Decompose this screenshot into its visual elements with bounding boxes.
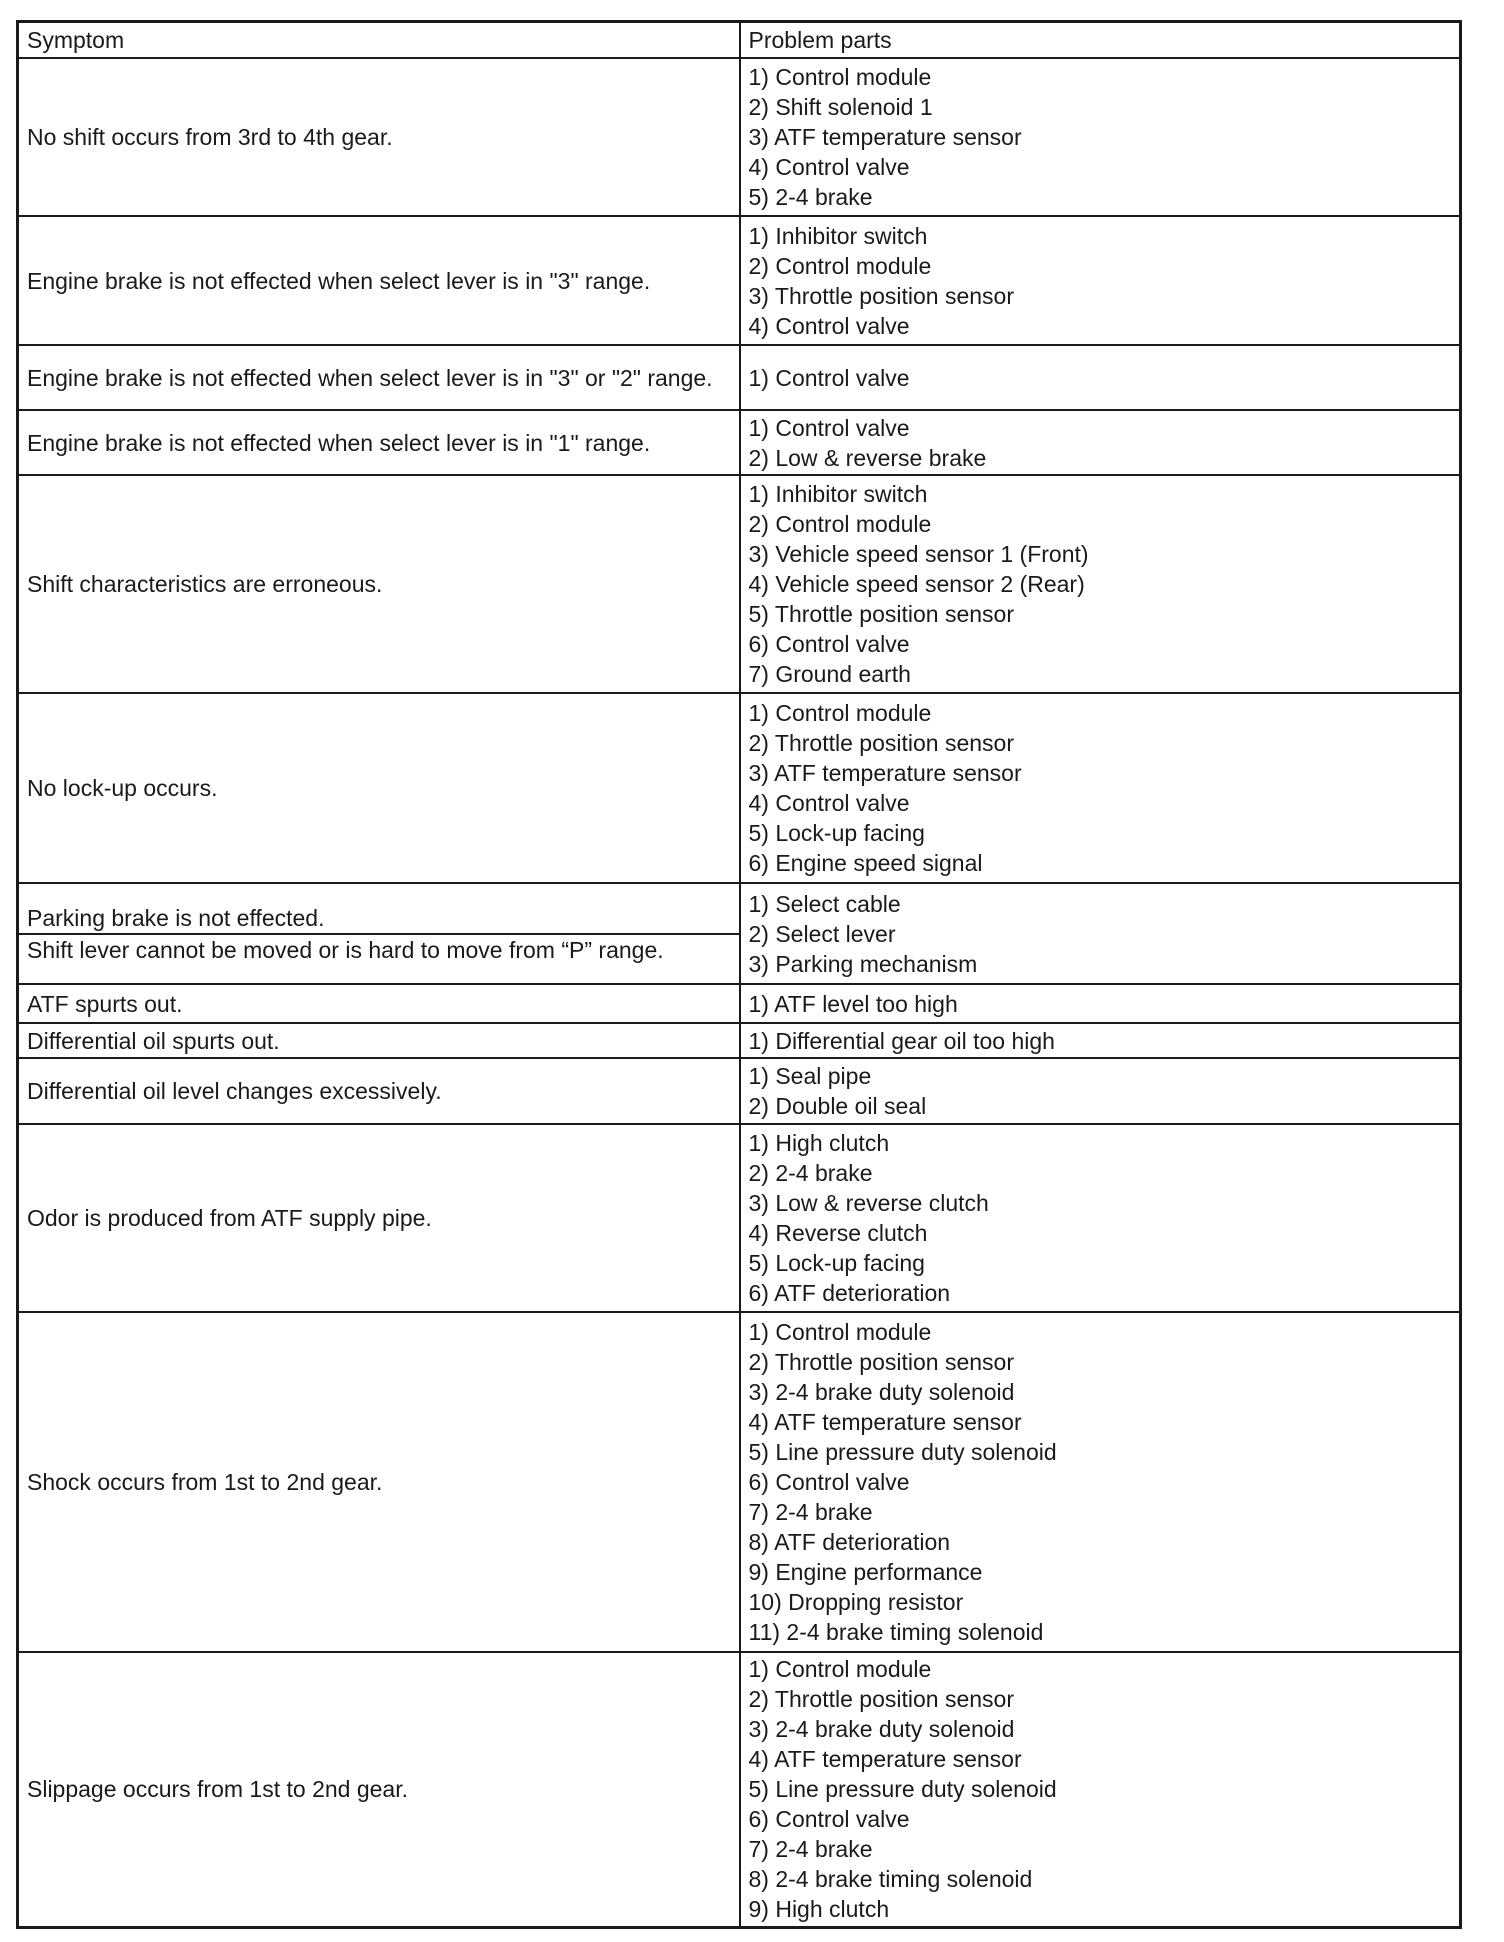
problem-part-item: 3) 2-4 brake duty solenoid [748,1379,1015,1405]
problem-part-item: 9) Engine performance [748,1559,983,1585]
table-row [18,883,1461,984]
problem-part-item: 11) 2-4 brake timing solenoid [748,1619,1044,1645]
table-row [18,58,1461,216]
symptom-text: Shift characteristics are erroneous. [27,571,383,597]
problem-part-item: 1) Control valve [748,364,910,391]
symptom-text: No shift occurs from 3rd to 4th gear. [27,124,393,150]
symptom-text: Differential oil level changes excessively. [27,1078,442,1104]
problem-part-item: 3) Low & reverse clutch [748,1190,989,1216]
problem-parts-cell [740,1312,1461,1652]
problem-part-item: 1) Differential gear oil too high [748,1027,1055,1054]
problem-part-item: 1) High clutch [748,1130,890,1156]
problem-part-item: 2) 2-4 brake [748,1160,873,1186]
problem-parts-cell [740,693,1461,883]
problem-parts-cell [740,1124,1461,1312]
problem-part-item: 3) 2-4 brake duty solenoid [748,1716,1015,1743]
problem-part-item: 2) Select lever [748,920,896,947]
problem-part-item: 8) ATF deterioration [748,1529,951,1555]
table-row [18,345,1461,410]
problem-part-item: 1) ATF level too high [748,990,958,1017]
problem-part-item: 3) Vehicle speed sensor 1 (Front) [748,541,1089,567]
symptom-cell [18,410,740,475]
table-row [18,693,1461,883]
problem-part-item: 1) Control module [748,1319,932,1345]
symptom-cell [18,1058,740,1124]
problem-part-item: 2) Double oil seal [748,1093,927,1119]
problem-parts-cell [740,216,1461,345]
symptom-cell [18,1124,740,1312]
symptom-text: Parking brake is not effected. [27,904,325,931]
table-row [18,984,1461,1023]
problem-part-item: 6) ATF deterioration [748,1280,951,1306]
table-row [18,216,1461,345]
problem-part-item: 1) Select cable [748,890,901,917]
problem-part-item: 2) Low & reverse brake [748,444,987,471]
problem-part-item: 4) Reverse clutch [748,1220,928,1246]
symptom-cell [18,1652,740,1927]
problem-part-item: 3) ATF temperature sensor [748,760,1022,786]
problem-part-item: 2) Throttle position sensor [748,1686,1014,1713]
problem-part-item: 10) Dropping resistor [748,1589,964,1615]
problem-part-item: 4) ATF temperature sensor [748,1746,1022,1773]
problem-part-item: 6) Control valve [748,1806,910,1833]
problem-part-item: 1) Seal pipe [748,1063,872,1089]
problem-part-item: 4) ATF temperature sensor [748,1409,1022,1435]
table-row [18,1124,1461,1312]
symptom-header: Symptom [18,22,740,59]
problem-part-item: 5) 2-4 brake [748,184,873,210]
problem-part-item: 5) Line pressure duty solenoid [748,1776,1057,1803]
problem-part-item: 4) Control valve [748,312,910,339]
table-row [18,1023,1461,1058]
problem-parts-cell [740,410,1461,475]
problem-part-item: 1) Inhibitor switch [748,222,928,249]
problem-part-item: 3) Throttle position sensor [748,282,1014,309]
table-row [18,1312,1461,1652]
problem-part-item: 8) 2-4 brake timing solenoid [748,1866,1033,1893]
problem-part-item: 2) Throttle position sensor [748,1349,1014,1375]
problem-part-item: 2) Shift solenoid 1 [748,94,933,120]
header-row [18,22,1461,59]
symptom-cell [18,1312,740,1652]
problem-part-item: 6) Engine speed signal [748,850,983,876]
problem-part-item: 6) Control valve [748,631,910,657]
problem-part-item: 6) Control valve [748,1469,910,1495]
symptom-cell [18,58,740,216]
problem-parts-cell [740,1058,1461,1124]
problem-parts-cell [740,883,1461,984]
problem-part-item: 2) Control module [748,252,932,279]
symptom-text: Differential oil spurts out. [27,1027,280,1054]
symptom-text: Engine brake is not effected when select lever is in "1" range. [27,429,651,456]
problem-part-item: 7) 2-4 brake [748,1836,873,1863]
symptom-cell [18,693,740,883]
problem-part-item: 5) Throttle position sensor [748,601,1014,627]
symptom-cell [18,475,740,693]
symptom-text: Shift lever cannot be moved or is hard to move from “P” range. [19,933,739,965]
problem-part-item: 7) Ground earth [748,661,911,687]
problem-part-item: 7) 2-4 brake [748,1499,873,1525]
problem-part-item: 5) Lock-up facing [748,820,925,846]
symptom-cell [18,883,740,984]
problem-part-item: 4) Control valve [748,790,910,816]
problem-parts-cell [740,58,1461,216]
problem-parts-cell [740,345,1461,410]
symptom-cell [18,984,740,1023]
table-row [18,1652,1461,1927]
symptom-text: Odor is produced from ATF supply pipe. [27,1205,432,1231]
symptom-table [16,20,1462,1929]
problem-part-item: 2) Control module [748,511,932,537]
symptom-text: Engine brake is not effected when select lever is in "3" range. [27,267,651,294]
symptom-cell [18,216,740,345]
problem-parts-cell [740,984,1461,1023]
problem-part-item: 3) ATF temperature sensor [748,124,1022,150]
table-row [18,475,1461,693]
problem-part-item: 3) Parking mechanism [748,950,978,977]
problem-part-item: 1) Inhibitor switch [748,481,928,507]
table-row [18,1058,1461,1124]
problem-parts-cell [740,1023,1461,1058]
problem-parts-header: Problem parts [740,22,1461,59]
problem-part-item: 1) Control module [748,64,932,90]
problem-part-item: 5) Line pressure duty solenoid [748,1439,1057,1465]
troubleshooting-sheet [16,20,1459,1925]
symptom-text: Shock occurs from 1st to 2nd gear. [27,1469,383,1495]
problem-part-item: 4) Control valve [748,154,910,180]
symptom-text: Engine brake is not effected when select lever is in "3" or "2" range. [27,364,713,391]
symptom-text: Slippage occurs from 1st to 2nd gear. [27,1776,408,1803]
problem-part-item: 1) Control module [748,1656,932,1683]
problem-part-item: 9) High clutch [748,1896,890,1923]
problem-part-item: 5) Lock-up facing [748,1250,925,1276]
table-row [18,410,1461,475]
problem-part-item: 2) Throttle position sensor [748,730,1014,756]
symptom-text: ATF spurts out. [27,990,183,1017]
symptom-cell [18,345,740,410]
symptom-cell [18,1023,740,1058]
problem-part-item: 1) Control module [748,700,932,726]
problem-parts-cell [740,1652,1461,1927]
problem-part-item: 1) Control valve [748,414,910,441]
problem-part-item: 4) Vehicle speed sensor 2 (Rear) [748,571,1085,597]
symptom-text: No lock-up occurs. [27,775,218,801]
table-body [18,58,1461,1927]
problem-parts-cell [740,475,1461,693]
